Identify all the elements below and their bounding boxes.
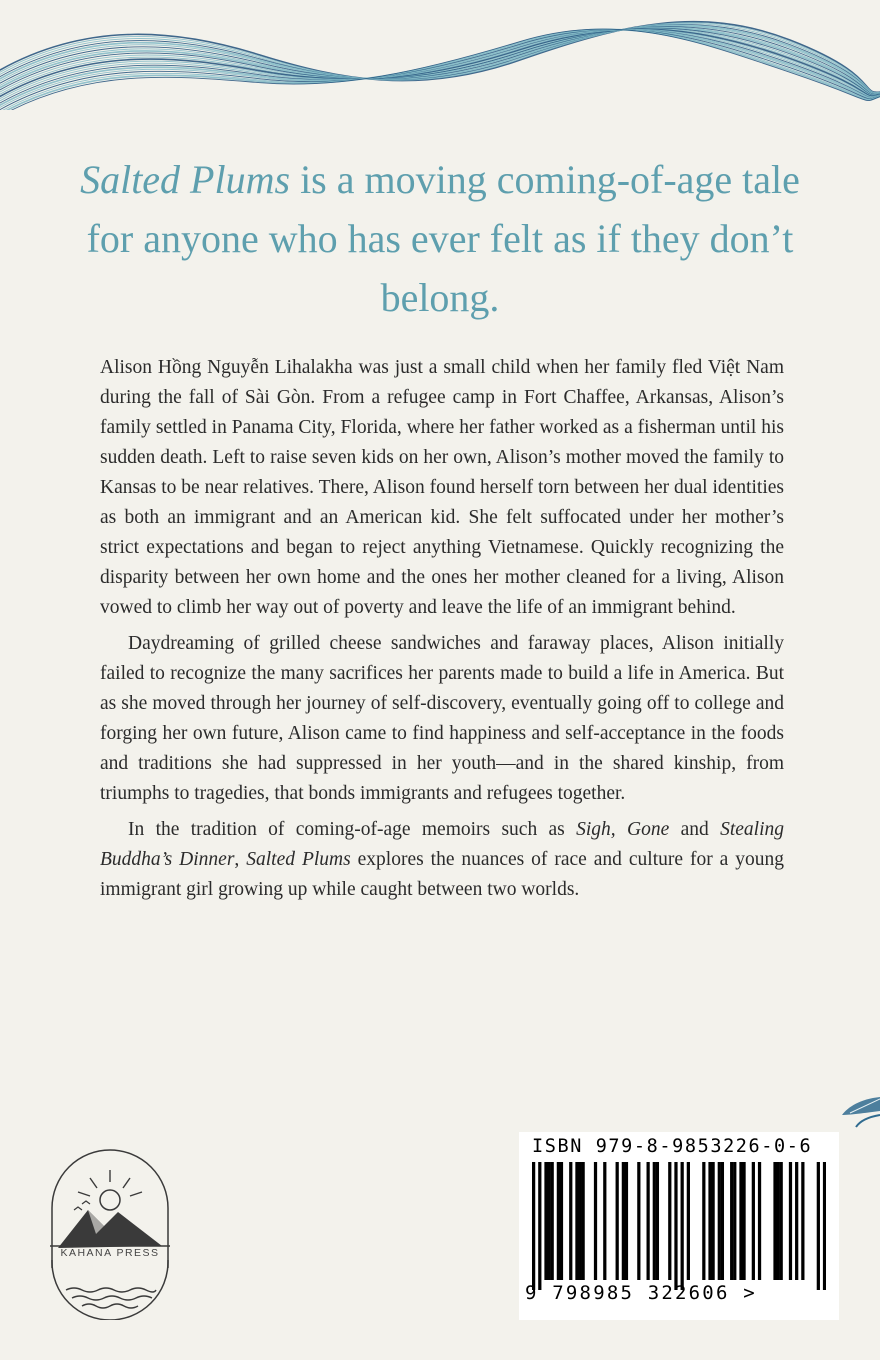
barcode-bar bbox=[730, 1162, 733, 1280]
barcode-bar bbox=[674, 1162, 677, 1290]
barcode-bar bbox=[801, 1162, 804, 1280]
barcode-bar bbox=[708, 1162, 711, 1280]
barcode-bar bbox=[616, 1162, 619, 1280]
publisher-name: KAHANA PRESS bbox=[60, 1247, 160, 1259]
barcode-bar bbox=[742, 1162, 745, 1280]
barcode-bar bbox=[795, 1162, 798, 1280]
isbn-label: ISBN 979-8-9853226-0-6 bbox=[532, 1136, 813, 1157]
barcode-bar bbox=[739, 1162, 742, 1280]
book-title-stealing-buddhas-dinner: Stealing Buddha’s Dinner bbox=[100, 819, 785, 870]
barcode-digits: 9 798985 322606 > bbox=[525, 1282, 757, 1304]
barcode-bar bbox=[594, 1162, 597, 1280]
barcode-bar bbox=[532, 1162, 535, 1290]
barcode-bar bbox=[560, 1162, 563, 1280]
publisher-logo-icon bbox=[48, 1148, 172, 1320]
barcode-bar bbox=[582, 1162, 585, 1280]
barcode-bar bbox=[544, 1162, 547, 1280]
barcode-icon bbox=[532, 1162, 826, 1290]
barcode-bar bbox=[538, 1162, 541, 1290]
barcode-bar bbox=[702, 1162, 705, 1280]
paragraph-3-text-3: , bbox=[234, 849, 247, 870]
barcode-bar bbox=[823, 1162, 826, 1290]
barcode-bar bbox=[578, 1162, 581, 1280]
barcode-bar bbox=[637, 1162, 640, 1280]
barcode-bar bbox=[575, 1162, 578, 1280]
barcode-bar bbox=[789, 1162, 792, 1280]
paragraph-3-text-4: explores the nuances of race and culture for a young immigrant girl growing up while caught between two worlds. bbox=[100, 849, 784, 900]
barcode-bar bbox=[547, 1162, 550, 1280]
barcode-bar bbox=[776, 1162, 779, 1280]
barcode-bar bbox=[780, 1162, 783, 1280]
wave-decoration-icon bbox=[0, 0, 880, 110]
book-title-salted-plums: Salted Plums bbox=[246, 849, 351, 870]
barcode-bar bbox=[718, 1162, 721, 1280]
barcode-bar bbox=[817, 1162, 820, 1290]
barcode-bar bbox=[711, 1162, 714, 1280]
barcode-bar bbox=[773, 1162, 776, 1280]
paragraph-3-text-1: In the tradition of coming-of-age memoirs such as bbox=[128, 819, 577, 840]
tagline bbox=[60, 150, 820, 327]
barcode-bar bbox=[758, 1162, 761, 1280]
description-paragraph-3 bbox=[100, 815, 784, 905]
paragraph-3-text-2: and bbox=[669, 819, 721, 840]
barcode-bar bbox=[557, 1162, 560, 1280]
barcode-bar bbox=[687, 1162, 690, 1280]
barcode-bar bbox=[656, 1162, 659, 1280]
barcode-bar bbox=[721, 1162, 724, 1280]
barcode-panel bbox=[519, 1132, 839, 1320]
barcode-bar bbox=[551, 1162, 554, 1280]
tagline-title: Salted Plums bbox=[80, 157, 291, 202]
barcode-bar bbox=[622, 1162, 625, 1280]
barcode-bar bbox=[733, 1162, 736, 1280]
book-title-sigh-gone: Sigh, Gone bbox=[576, 819, 670, 840]
barcode-bar bbox=[681, 1162, 684, 1290]
barcode-bar bbox=[668, 1162, 671, 1280]
description-paragraph-1: Alison Hồng Nguyễn Lihalakha was just a small child when her family fled Việt Nam during the fall of Sài Gòn. From a refugee camp in Fort Chaffee, Arkansas, Alison’s family settled in Panama City, Florida, where her father worked as a fisherman until his sudden death. Left to raise seven kids on her own, Alison’s mother moved the family to Kansas to be near relatives. There, Alison found herself torn between her dual identities as both an immigrant and an American kid. She felt suffocated under her mother’s strict expectations and began to reject anything Vietnamese. Quickly recognizing the disparity between her own home and the ones her mother cleaned for a living, Alison vowed to climb her way out of poverty and leave the life of an immigrant behind. bbox=[100, 357, 784, 618]
barcode-bar bbox=[653, 1162, 656, 1280]
barcode-bar bbox=[647, 1162, 650, 1280]
barcode-bar bbox=[569, 1162, 572, 1280]
tagline-text: is a moving coming-of-age tale for anyone who has ever felt as if they don’t belong. bbox=[86, 157, 800, 320]
description-paragraph-2: Daydreaming of grilled cheese sandwiches and faraway places, Alison initially failed to recognize the many sacrifices her parents made to build a life in America. But as she moved through her journey of self-discovery, eventually going off to college and forging her own future, Alison came to find happiness and self-acceptance in the foods and traditions she had suppressed in her youth—and in the shared kinship, from triumphs to tragedies, that bonds immigrants and refugees together. bbox=[100, 633, 784, 804]
barcode-bar bbox=[625, 1162, 628, 1280]
book-description bbox=[100, 353, 784, 905]
barcode-bar bbox=[752, 1162, 755, 1280]
barcode-bar bbox=[603, 1162, 606, 1280]
